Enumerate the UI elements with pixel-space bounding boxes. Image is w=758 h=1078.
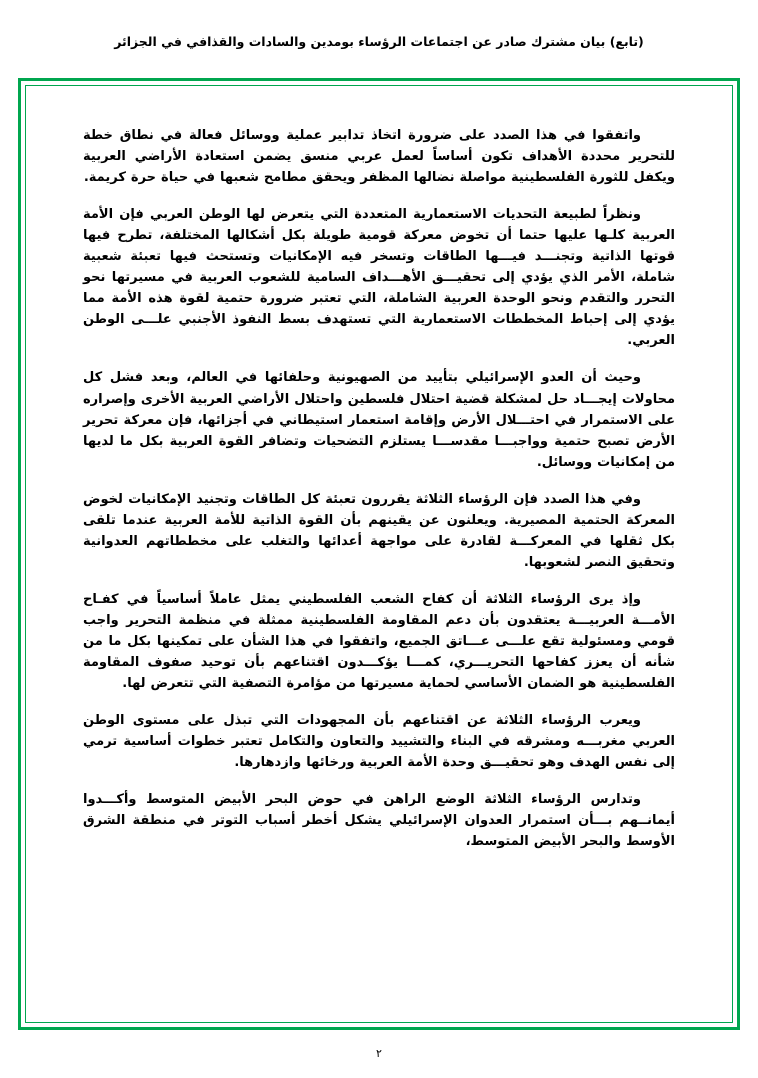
document-body	[83, 125, 675, 1007]
paragraph: وتدارس الرؤساء الثلاثة الوضع الراهن في حوض البحر الأبيض المتوسط وأكـــدوا أيمانــهم بـــأن استمرار العدوان الإسرائيلي يشكل أخطر أسباب التوتر في منطقة الشرق الأوسط والبحر الأبيض المتوسط،	[83, 792, 675, 850]
paragraph: وفي هذا الصدد فإن الرؤساء الثلاثة يقررون تعبئة كل الطاقات وتجنيد الإمكانيات لخوض المعركة الحتمية المصيرية. ويعلنون عن يقينهم بأن القوة الذاتية للأمة العربية عندما تلقى بكل ثقلها في المعركـــة لقادرة على مواجهة أعدائها والتغلب على مخططاتهم العدوانية وتحقيق النصر لشعوبها.	[83, 491, 675, 570]
green-border-frame	[18, 78, 740, 1030]
paragraph: ونظراً لطبيعة التحديات الاستعمارية المتعددة التي يتعرض لها الوطن العربي فإن الأمة العربية كلـها عليها حتما أن تخوض معركة قومية طويلة بكل أشكالها المختلفة، تطرح فيها قوتها الذاتية وتجنـــد فيـــها الطاقات وتسخر فيه الإمكانيات وتستحث فيها تعبئة شعبية شاملة، الأمر الذي يؤدي إلى تحقيـــق الأهـــداف السامية للشعوب العربية في مسيرتها نحو التحرر والتقدم ونحو الوحدة العربية الشاملة، التي تعتبر ضرورة حتمية لقوة هذه الأمة مما يؤدي إلى إحباط المخططات الاستعمارية التي تستهدف بسط النفوذ الأجنبي علـــى الوطن العربي.	[83, 207, 675, 349]
page-header-title: (تابع) بيان مشترك صادر عن اجتماعات الرؤساء بومدين والسادات والقذافي في الجزائر	[114, 34, 644, 49]
paragraph: واتفقوا في هذا الصدد على ضرورة اتخاذ تدابير عملية ووسائل فعالة في نطاق خطة للتحرير محددة الأهداف تكون أساساً لعمل عربي منسق يضمن استعادة الأراضي العربية ويكفل للثورة الفلسطينية مواصلة نضالها المظفر ويحقق مطامح شعبها في حياة حرة كريمة.	[83, 128, 675, 186]
paragraph: وحيث أن العدو الإسرائيلي بتأييد من الصهيونية وحلفائها في العالم، وبعد فشل كل محاولات إيجـــاد حل لمشكلة قضية احتلال فلسطين واحتلال الأراضي العربية الأخرى وإصراره على الاستمرار في احتـــلال الأرض وإقامة استعمار استيطاني في أجزائها، فإن معركة تحرير الأرض تصبح حتمية وواجبـــا مقدســـا يستلزم التضحيات وتضافر القوة العربية بكل ما لديها من إمكانيات ووسائل.	[83, 370, 675, 470]
page-number: ٢	[376, 1047, 382, 1060]
paragraph: ويعرب الرؤساء الثلاثة عن اقتناعهم بأن المجهودات التي تبذل على مستوى الوطن العربي مغربـــه ومشرقه في البناء والتشييد والتعاون والتكامل تعتبر خطوات أساسية ترمي إلى نفس الهدف وهو تحقيـــق وحدة الأمة العربية ورخائها وازدهارها.	[83, 713, 675, 771]
paragraph: وإذ يرى الرؤساء الثلاثة أن كفاح الشعب الفلسطيني يمثل عاملاً أساسياً في كفـاح الأمـــة العربيـــة يعتقدون بأن دعم المقاومة الفلسطينية ممثلة في منظمة التحرير واجب قومي ومسئولية تقع علـــى عـــاتق الجميع، واتفقوا في هذا الشأن على تمكينها بكل ما من شأنه أن يعزز كفاحها التحريـــري، كمـــا يؤكـــدون اقتناعهم بأن توحيد صفوف المقاومة الفلسطينية هو الضمان الأساسي لحماية مسيرتها من مؤامرة التصفية التي تتعرض لها.	[83, 591, 675, 692]
